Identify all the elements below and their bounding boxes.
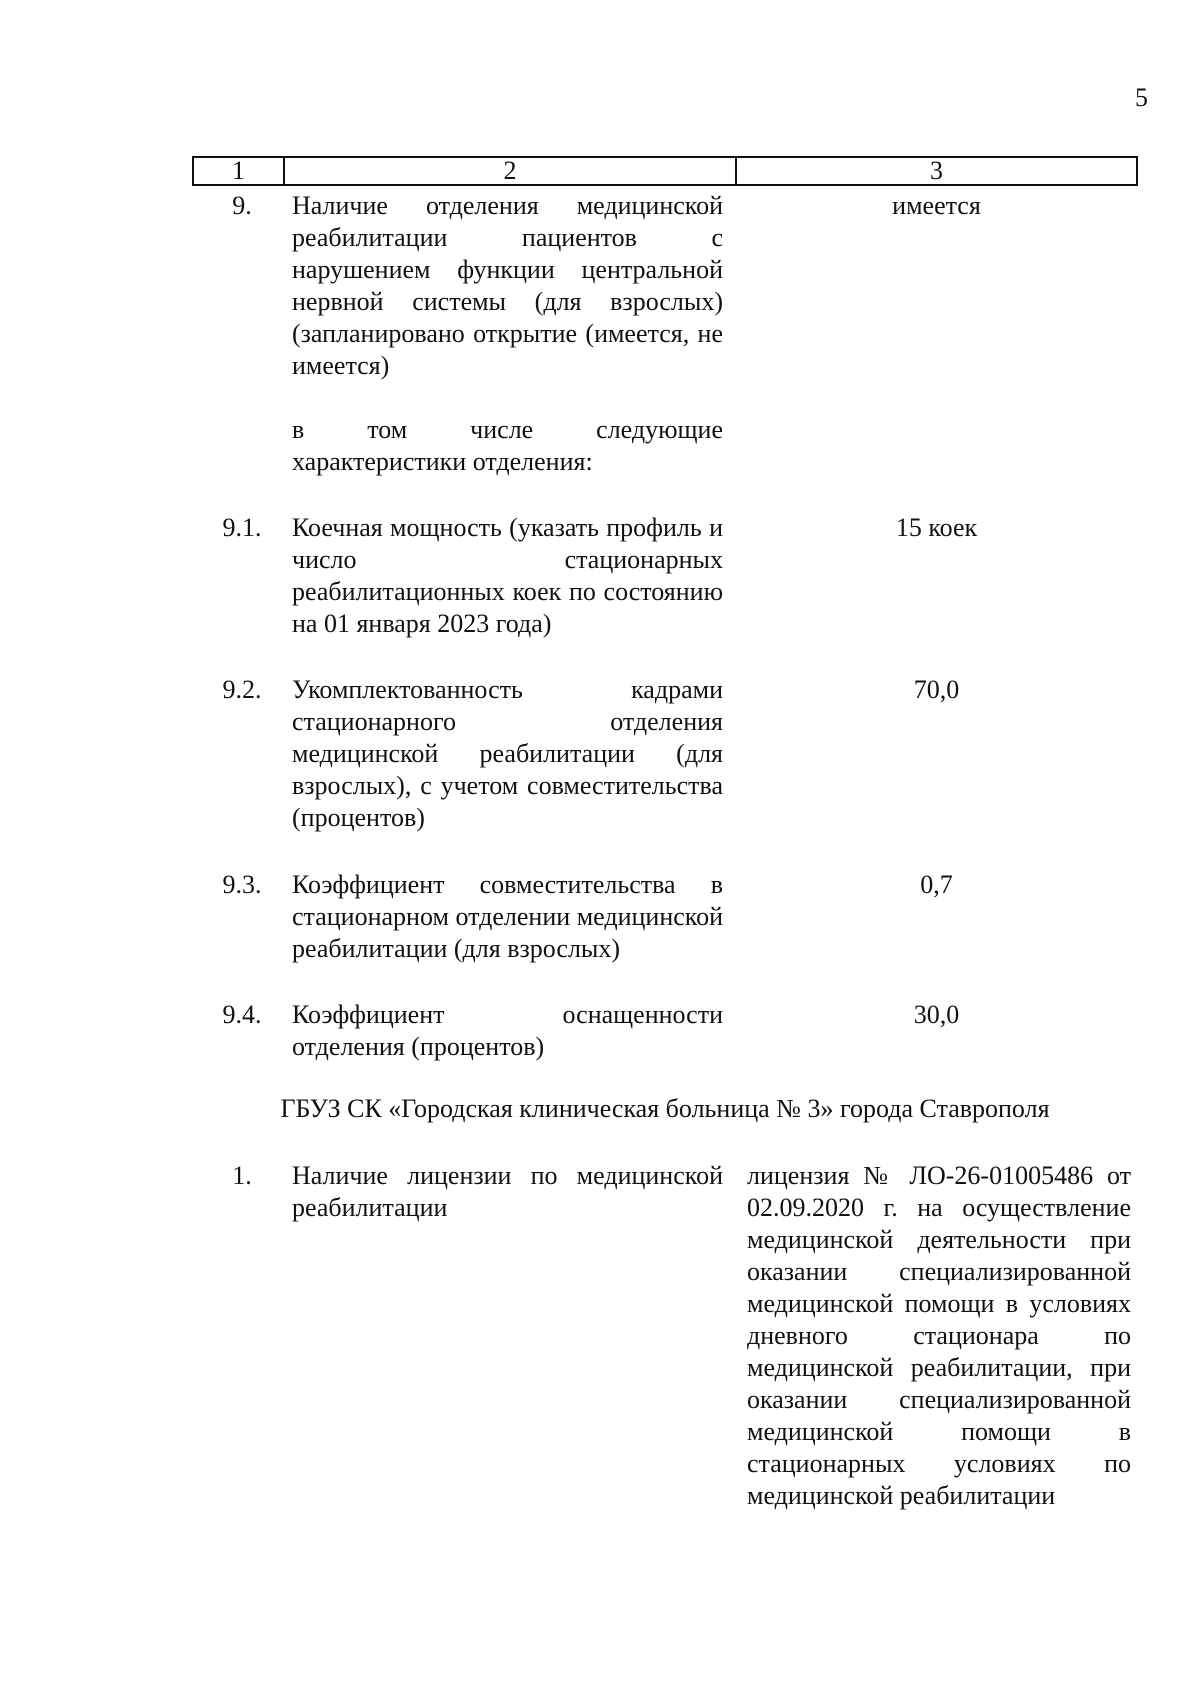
section-title: ГБУЗ СК «Городская клиническая больница № 3» города Ставрополя [280,1094,1050,1123]
page-number: 5 [1135,83,1148,112]
row-number: 9. [232,191,252,220]
row-number: 9.2. [222,675,262,704]
row-description: Укомплектованность кадрами стационарного отделения медицинской реабилитации (для взрослых), с учетом совместительства (процентов) [292,675,723,832]
row-description-main: Наличие отделения медицинской реабилитации пациентов с нарушением функции центральной нервной системы (для взрослых) (запланировано открытие (имеется, не имеется) [292,191,723,380]
row-description: Наличие лицензии по медицинской реабилитации [292,1161,723,1222]
row-description [292,190,723,478]
header-col-2: 2 [285,158,737,184]
row-value: имеется [892,191,981,220]
table-header [192,156,1138,186]
row-value: 30,0 [913,1000,960,1029]
row-description-extra: в том числе следующие характеристики отделения: [292,415,723,476]
row-value: 0,7 [920,870,953,899]
row-description: Коэффициент совместительства в стационарном отделении медицинской реабилитации (для взрослых) [292,870,723,963]
row-value: лицензия № ЛО-26-01005486 от 02.09.2020 г. на осуществление медицинской деятельности при оказании специализированной медицинской помощи в условиях дневного стационара по медицинской реабилитации, при оказании специализированной медицинской помощи в стационарных условиях по медицинской реабилитации [747,1161,1131,1510]
header-col-1: 1 [194,158,285,184]
row-description: Коечная мощность (указать профиль и число стационарных реабилитационных коек по состоянию на 01 января 2023 года) [292,513,723,638]
row-number: 1. [232,1161,252,1190]
row-number: 9.1. [222,513,262,542]
row-number: 9.4. [222,1000,262,1029]
header-col-3: 3 [930,156,943,185]
row-value: 70,0 [913,675,960,704]
row-description: Коэффициент оснащенности отделения (процентов) [292,1000,723,1061]
row-number: 9.3. [222,870,262,899]
row-value: 15 коек [895,513,978,542]
